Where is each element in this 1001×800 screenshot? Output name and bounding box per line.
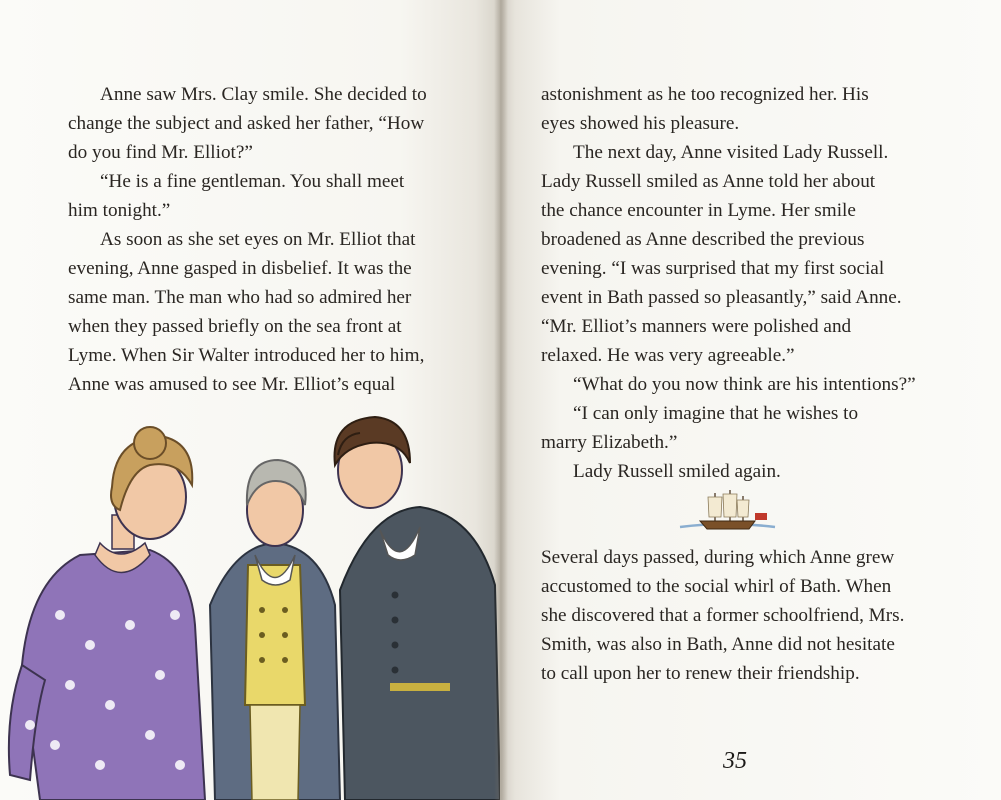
text-line: evening, Anne gasped in disbelief. It was the — [68, 258, 412, 279]
mr-elliot-figure — [335, 417, 501, 800]
text-line: evening. “I was surprised that my first social — [541, 258, 885, 279]
text-line: when they passed briefly on the sea front at — [68, 316, 402, 337]
text-line: “He is a fine gentleman. You shall meet — [100, 171, 405, 192]
anne-figure — [9, 427, 205, 800]
text-line: she discovered that a former schoolfriend, Mrs. — [541, 605, 905, 626]
text-line: Lyme. When Sir Walter introduced her to him, — [68, 345, 425, 366]
text-line: accustomed to the social whirl of Bath. When — [541, 576, 892, 597]
text-line: “I can only imagine that he wishes to — [573, 403, 859, 424]
text-line: astonishment as he too recognized her. His — [541, 84, 869, 105]
text-line: “What do you now think are his intentions?” — [573, 374, 916, 395]
ship-ornament-icon — [675, 487, 780, 535]
text-line: same man. The man who had so admired her — [68, 287, 412, 308]
illustration-three-figures — [0, 415, 500, 800]
text-line: to call upon her to renew their friendship. — [541, 663, 860, 684]
right-page-text — [541, 80, 926, 486]
text-line: Smith, was also in Bath, Anne did not hesitate — [541, 634, 895, 655]
text-line: Anne saw Mrs. Clay smile. She decided to — [100, 84, 427, 105]
left-page-text — [68, 80, 463, 399]
page-number: 35 — [723, 748, 747, 774]
book-gutter — [494, 0, 508, 800]
text-line: eyes showed his pleasure. — [541, 113, 740, 134]
text-line: do you find Mr. Elliot?” — [68, 142, 253, 163]
text-line: change the subject and asked her father, “How — [68, 113, 425, 134]
left-page — [0, 0, 500, 800]
text-line: “Mr. Elliot’s manners were polished and — [541, 316, 852, 337]
text-line: relaxed. He was very agreeable.” — [541, 345, 795, 366]
text-line: As soon as she set eyes on Mr. Elliot that — [100, 229, 416, 250]
sir-walter-figure — [210, 460, 340, 800]
right-page-text-after-break — [541, 543, 926, 688]
text-line: The next day, Anne visited Lady Russell. — [573, 142, 889, 163]
text-line: Lady Russell smiled as Anne told her about — [541, 171, 876, 192]
text-line: him tonight.” — [68, 200, 171, 221]
text-line: Anne was amused to see Mr. Elliot’s equal — [68, 374, 396, 395]
text-line: marry Elizabeth.” — [541, 432, 678, 453]
text-line: event in Bath passed so pleasantly,” said Anne. — [541, 287, 902, 308]
text-line: broadened as Anne described the previous — [541, 229, 865, 250]
text-line: the chance encounter in Lyme. Her smile — [541, 200, 856, 221]
text-line: Lady Russell smiled again. — [573, 461, 781, 482]
text-line: Several days passed, during which Anne grew — [541, 547, 895, 568]
